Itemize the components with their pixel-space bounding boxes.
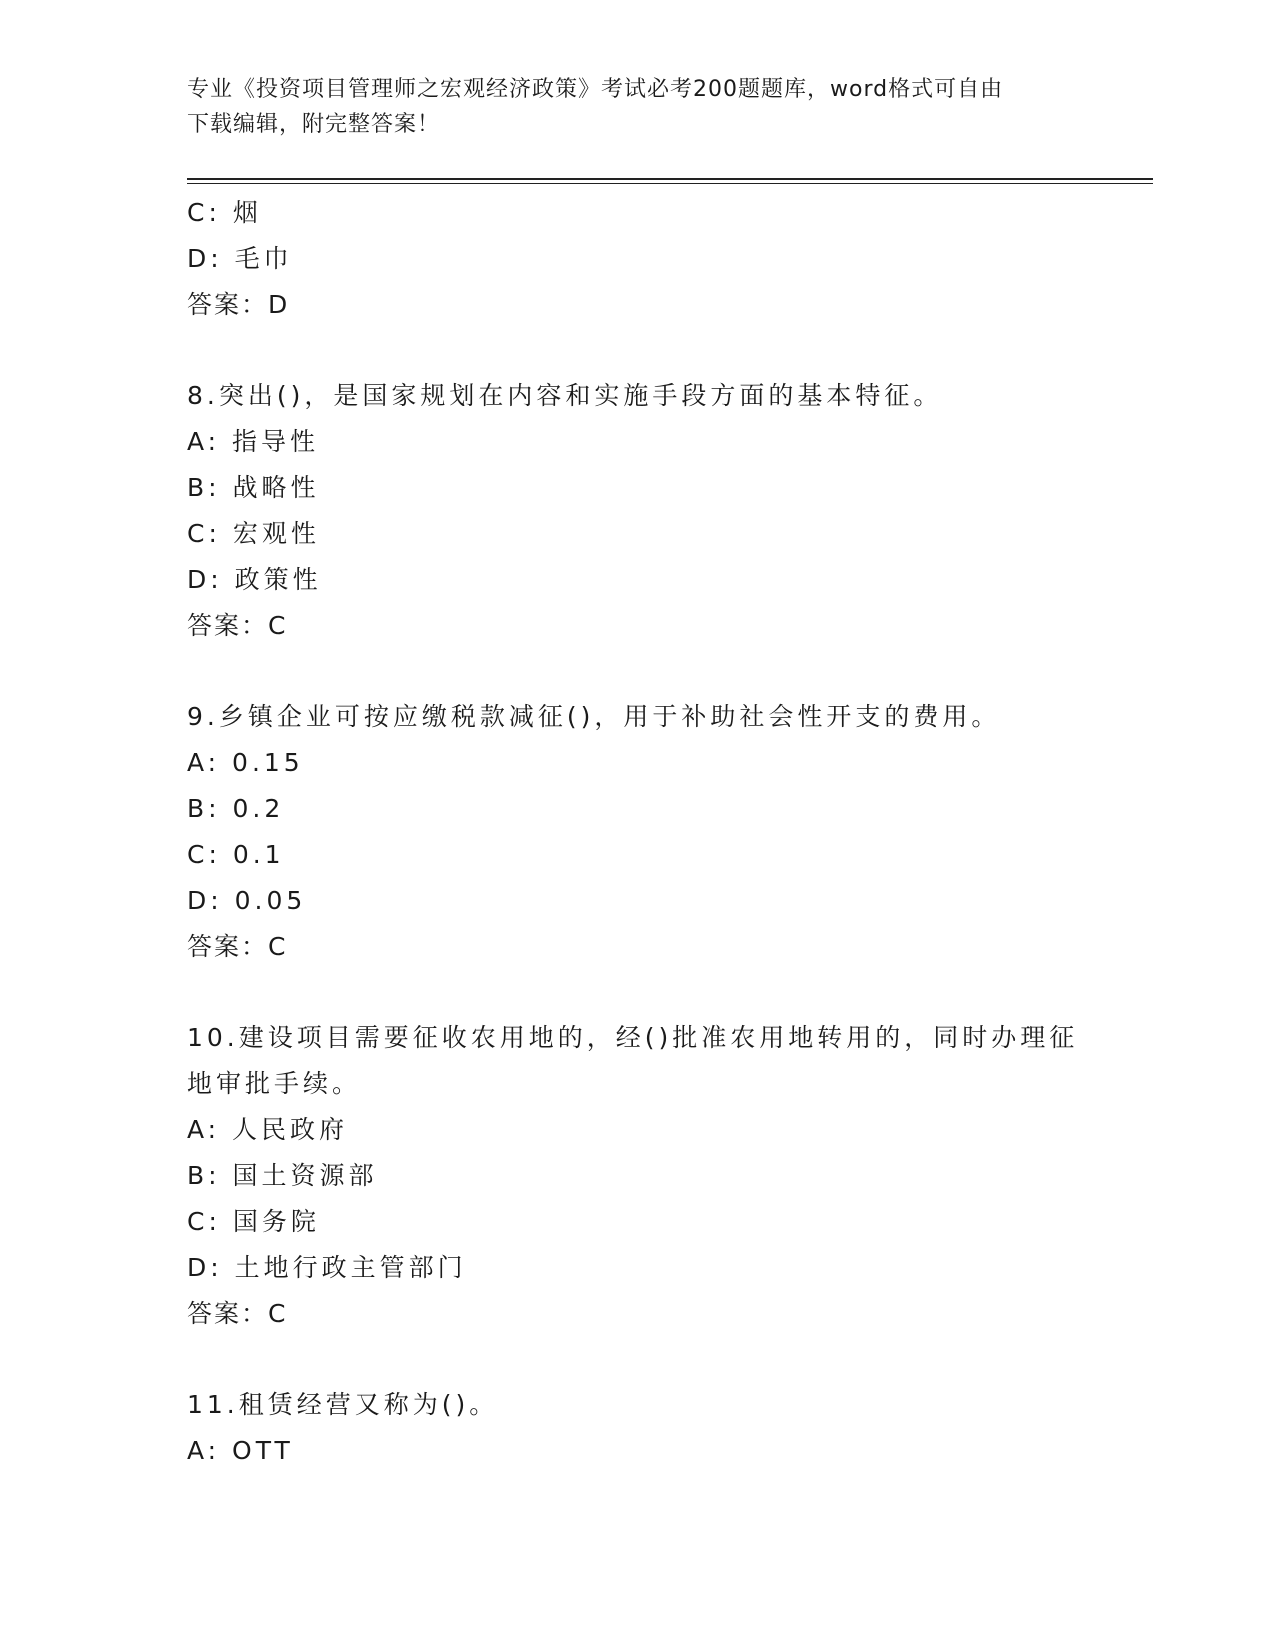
header-divider-thick — [187, 178, 1153, 180]
question-list — [187, 190, 1087, 1474]
question-stem: 8.突出()，是国家规划在内容和实施手段方面的基本特征。 — [187, 381, 943, 410]
document-header — [187, 72, 1087, 142]
spacer — [187, 970, 1087, 1015]
header-line-2: 下载编辑，附完整答案！ — [187, 112, 441, 137]
header-line-1: 专业《投资项目管理师之宏观经济政策》考试必考200题题库，word格式可自由 — [187, 77, 1004, 102]
spacer — [187, 1337, 1087, 1382]
option-d: D: 政策性 — [187, 565, 322, 594]
question-8 — [187, 373, 1087, 649]
answer-line: 答案：C — [187, 611, 288, 640]
option-c: C: 0.1 — [187, 840, 285, 869]
option-c: C: 烟 — [187, 198, 262, 227]
spacer — [187, 328, 1087, 373]
question-11 — [187, 1382, 1087, 1474]
option-d: D: 毛巾 — [187, 244, 293, 273]
spacer — [187, 649, 1087, 694]
option-c: C: 宏观性 — [187, 519, 320, 548]
option-b: B: 国土资源部 — [187, 1161, 378, 1190]
question-stem: 9.乡镇企业可按应缴税款减征()，用于补助社会性开支的费用。 — [187, 702, 1001, 731]
option-a: A: 0.15 — [187, 748, 304, 777]
option-a: A: 指导性 — [187, 427, 320, 456]
answer-line: 答案：C — [187, 1299, 288, 1328]
answer-line: 答案：D — [187, 290, 290, 319]
option-b: B: 0.2 — [187, 794, 285, 823]
option-a: A: OTT — [187, 1436, 294, 1465]
option-d: D: 0.05 — [187, 886, 307, 915]
option-a: A: 人民政府 — [187, 1115, 349, 1144]
option-c: C: 国务院 — [187, 1207, 320, 1236]
option-d: D: 土地行政主管部门 — [187, 1253, 467, 1282]
question-stem: 11.租赁经营又称为()。 — [187, 1390, 499, 1419]
question-fragment — [187, 190, 1087, 328]
option-b: B: 战略性 — [187, 473, 320, 502]
question-stem-line-1: 10.建设项目需要征收农用地的，经()批准农用地转用的，同时办理征 — [187, 1023, 1079, 1052]
question-9 — [187, 694, 1087, 970]
question-stem-line-2: 地审批手续。 — [187, 1069, 362, 1098]
answer-line: 答案：C — [187, 932, 288, 961]
header-divider-thin — [187, 183, 1153, 184]
question-10 — [187, 1015, 1087, 1337]
